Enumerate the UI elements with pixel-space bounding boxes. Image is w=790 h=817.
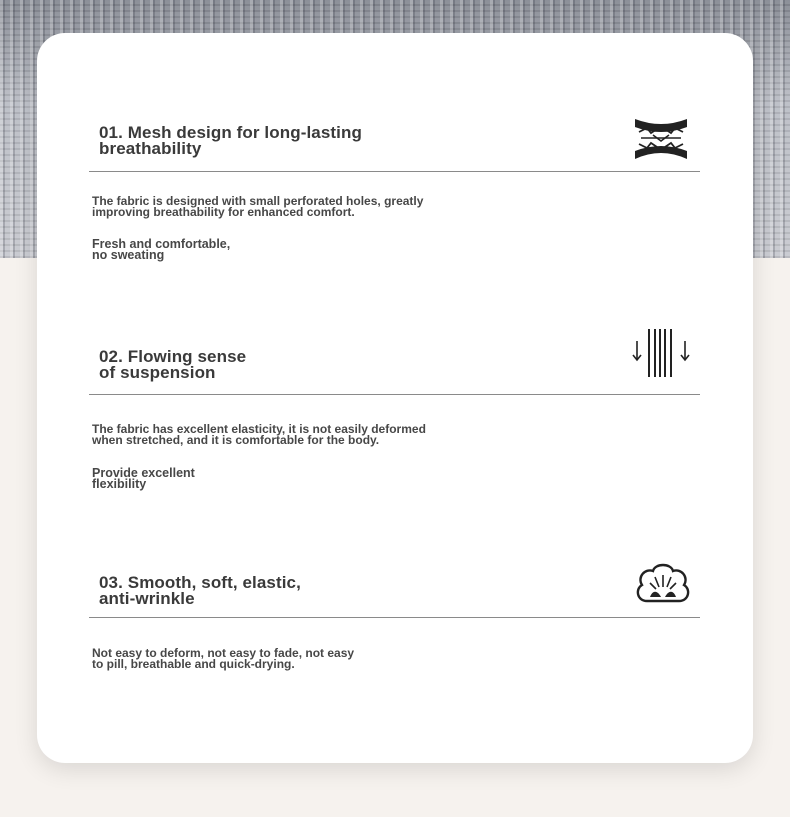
feature-title: 03. Smooth, soft, elastic, anti-wrinkle	[99, 573, 301, 608]
feature-title: 01. Mesh design for long-lasting breathability	[99, 123, 362, 158]
section-divider	[89, 617, 700, 618]
cotton-soft-icon	[633, 559, 693, 607]
feature-subtitle: Provide excellent flexibility	[92, 466, 195, 491]
section-divider	[89, 394, 700, 395]
section-divider	[89, 171, 700, 172]
elastic-drape-icon	[631, 327, 693, 379]
feature-description: Not easy to deform, not easy to fade, not easy to pill, breathable and quick-drying.	[92, 646, 355, 671]
feature-description: The fabric has excellent elasticity, it is not easily deformed when stretched, and it is comfortable for the body.	[92, 422, 426, 447]
breathable-mesh-icon	[631, 115, 691, 161]
feature-title: 02. Flowing sense of suspension	[99, 347, 247, 382]
feature-card	[37, 33, 753, 763]
feature-description: The fabric is designed with small perforated holes, greatly improving breathability for enhanced comfort.	[92, 194, 424, 219]
feature-subtitle: Fresh and comfortable, no sweating	[92, 237, 231, 262]
